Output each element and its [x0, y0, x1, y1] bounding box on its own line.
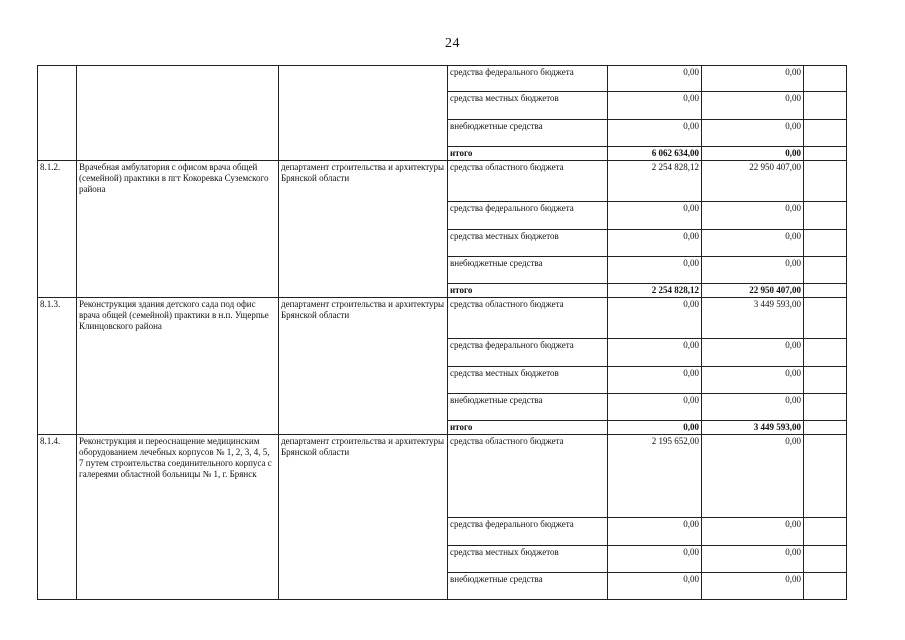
value-cell: 0,00: [608, 546, 702, 573]
value-cell: 0,00: [608, 367, 702, 394]
empty-cell: [804, 435, 847, 518]
empty-cell: [804, 421, 847, 435]
empty-cell: [804, 161, 847, 202]
page-number: 24: [445, 36, 460, 51]
value-cell: 22 950 407,00: [702, 284, 804, 298]
value-cell: 0,00: [702, 573, 804, 600]
value-cell: 0,00: [608, 421, 702, 435]
table-row: [38, 161, 847, 202]
value-cell: 0,00: [608, 298, 702, 339]
empty-cell: [804, 257, 847, 284]
value-cell: 0,00: [608, 257, 702, 284]
value-cell: 0,00: [702, 367, 804, 394]
value-cell: 0,00: [702, 257, 804, 284]
value-cell: 0,00: [702, 435, 804, 518]
value-cell: 0,00: [702, 66, 804, 92]
empty-cell: [804, 284, 847, 298]
empty-cell: [804, 546, 847, 573]
budget-table: [37, 65, 847, 600]
funding-source-cell: внебюджетные средства: [448, 120, 608, 147]
value-cell: 0,00: [702, 546, 804, 573]
funding-source-cell: средства областного бюджета: [448, 298, 608, 339]
empty-cell: [804, 298, 847, 339]
funding-source-cell: средства федерального бюджета: [448, 66, 608, 92]
empty-cell: [804, 573, 847, 600]
empty-cell: [804, 518, 847, 546]
funding-source-cell: итого: [448, 421, 608, 435]
value-cell: 3 449 593,00: [702, 298, 804, 339]
funding-source-cell: средства областного бюджета: [448, 161, 608, 202]
value-cell: 3 449 593,00: [702, 421, 804, 435]
project-name-cell: Реконструкция здания детского сада под офис врача общей (семейной) практики в н.п. Ущерпье Клинцовского района: [77, 298, 279, 435]
funding-source-cell: средства федерального бюджета: [448, 202, 608, 230]
project-name-cell: Врачебная амбулатория с офисом врача общей (семейной) практики в пгт Кокоревка Суземского района: [77, 161, 279, 298]
value-cell: 0,00: [608, 230, 702, 257]
value-cell: 6 062 634,00: [608, 147, 702, 161]
funding-source-cell: средства местных бюджетов: [448, 92, 608, 120]
value-cell: 0,00: [702, 394, 804, 421]
funding-source-cell: средства федерального бюджета: [448, 339, 608, 367]
value-cell: 0,00: [608, 394, 702, 421]
executor-cell: департамент строительства и архитектуры Брянской области: [279, 435, 448, 600]
value-cell: 0,00: [608, 518, 702, 546]
value-cell: 0,00: [702, 230, 804, 257]
funding-source-cell: средства местных бюджетов: [448, 546, 608, 573]
empty-cell: [804, 120, 847, 147]
funding-source-cell: средства областного бюджета: [448, 435, 608, 518]
funding-source-cell: итого: [448, 147, 608, 161]
executor-cell: департамент строительства и архитектуры Брянской области: [279, 298, 448, 435]
funding-source-cell: внебюджетные средства: [448, 257, 608, 284]
value-cell: 2 195 652,00: [608, 435, 702, 518]
value-cell: 22 950 407,00: [702, 161, 804, 202]
value-cell: 0,00: [608, 120, 702, 147]
table-row: [38, 66, 847, 92]
funding-source-cell: итого: [448, 284, 608, 298]
funding-source-cell: средства местных бюджетов: [448, 367, 608, 394]
number-cell: 8.1.3.: [38, 298, 77, 435]
value-cell: 0,00: [702, 518, 804, 546]
table-row: [38, 298, 847, 339]
value-cell: 0,00: [702, 120, 804, 147]
funding-source-cell: средства местных бюджетов: [448, 230, 608, 257]
number-cell: 8.1.4.: [38, 435, 77, 600]
value-cell: 0,00: [608, 339, 702, 367]
funding-source-cell: средства федерального бюджета: [448, 518, 608, 546]
value-cell: 0,00: [608, 573, 702, 600]
value-cell: 2 254 828,12: [608, 284, 702, 298]
empty-cell: [804, 202, 847, 230]
value-cell: 0,00: [702, 339, 804, 367]
empty-cell: [804, 339, 847, 367]
table-row: [38, 435, 847, 518]
value-cell: 2 254 828,12: [608, 161, 702, 202]
project-name-cell: Реконструкция и переоснащение медицинским оборудованием лечебных корпусов № 1, 2, 3, 4, 5, 7 путем строительства соединительного корпуса с галереями областной больницы № 1, г. Брянск: [77, 435, 279, 600]
value-cell: 0,00: [702, 92, 804, 120]
number-cell: 8.1.2.: [38, 161, 77, 298]
value-cell: 0,00: [608, 202, 702, 230]
value-cell: 0,00: [702, 147, 804, 161]
empty-cell: [804, 92, 847, 120]
empty-cell: [804, 230, 847, 257]
executor-cell: [279, 66, 448, 161]
empty-cell: [804, 394, 847, 421]
funding-source-cell: внебюджетные средства: [448, 573, 608, 600]
value-cell: 0,00: [608, 66, 702, 92]
project-name-cell: [77, 66, 279, 161]
value-cell: 0,00: [608, 92, 702, 120]
value-cell: 0,00: [702, 202, 804, 230]
empty-cell: [804, 66, 847, 92]
empty-cell: [804, 367, 847, 394]
number-cell: [38, 66, 77, 161]
executor-cell: департамент строительства и архитектуры Брянской области: [279, 161, 448, 298]
funding-source-cell: внебюджетные средства: [448, 394, 608, 421]
empty-cell: [804, 147, 847, 161]
